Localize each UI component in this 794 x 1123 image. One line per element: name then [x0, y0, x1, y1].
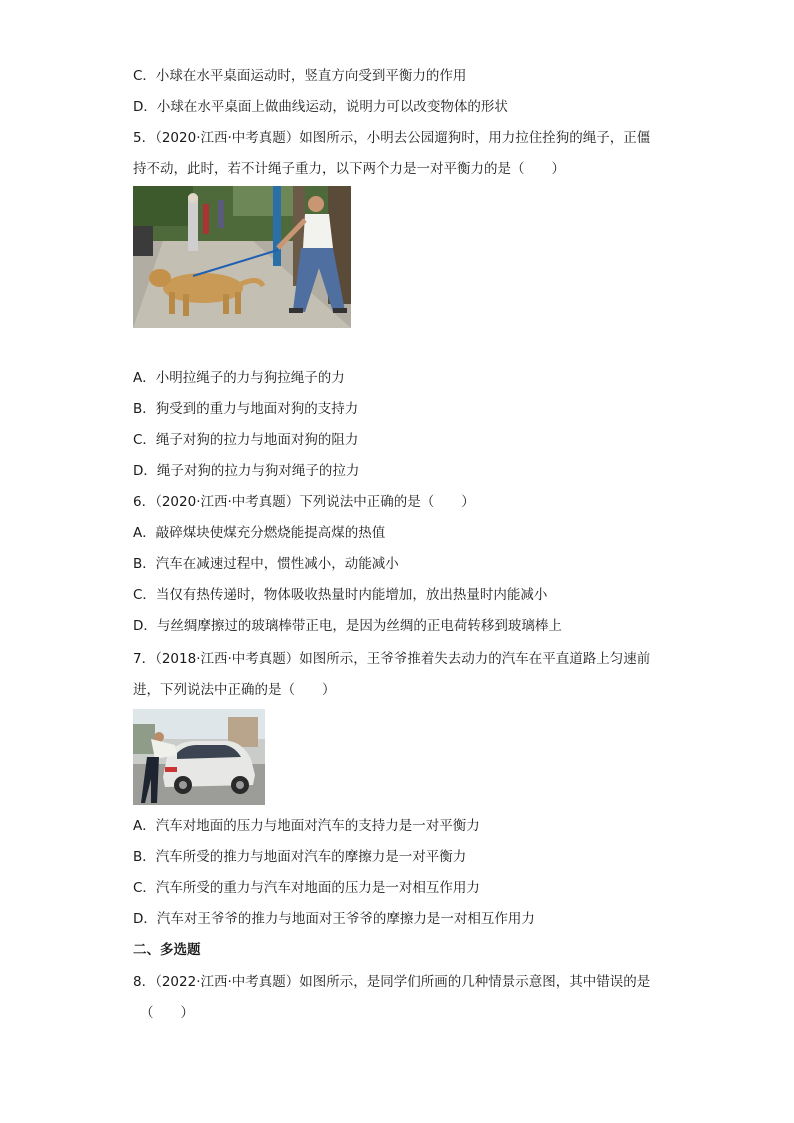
option-6b: B．汽车在减速过程中，惯性减小，动能减小 [133, 556, 399, 572]
question-8-line-1: 8．（2022·江西·中考真题）如图所示，是同学们所画的几种情景示意图，其中错误的是 [133, 974, 651, 990]
option-6c: C．当仅有热传递时，物体吸收热量时内能增加，放出热量时内能减小 [133, 587, 548, 603]
car-pushing-photo [133, 709, 265, 805]
option-7b: B．汽车所受的推力与地面对汽车的摩擦力是一对平衡力 [133, 849, 467, 865]
option-4d: D．小球在水平桌面上做曲线运动，说明力可以改变物体的形状 [133, 99, 508, 115]
question-5-line-2: 持不动，此时，若不计绳子重力，以下两个力是一对平衡力的是（ ） [133, 161, 565, 177]
option-6a: A．敲碎煤块使煤充分燃烧能提高煤的热值 [133, 525, 386, 541]
question-8-line-2: （ ） [140, 1005, 194, 1021]
option-5a: A．小明拉绳子的力与狗拉绳子的力 [133, 370, 345, 386]
option-5c: C．绳子对狗的拉力与地面对狗的阻力 [133, 432, 359, 448]
option-6d: D．与丝绸摩擦过的玻璃棒带正电，是因为丝绸的正电荷转移到玻璃棒上 [133, 618, 562, 634]
question-7-line-1: 7．（2018·江西·中考真题）如图所示，王爷爷推着失去动力的汽车在平直道路上匀速前 [133, 651, 651, 667]
dog-walking-photo [133, 186, 351, 328]
option-5d: D．绳子对狗的拉力与狗对绳子的拉力 [133, 463, 360, 479]
option-7a: A．汽车对地面的压力与地面对汽车的支持力是一对平衡力 [133, 818, 480, 834]
question-6: 6．（2020·江西·中考真题）下列说法中正确的是（ ） [133, 494, 475, 510]
question-7-line-2: 进，下列说法中正确的是（ ） [133, 682, 336, 698]
option-4c: C．小球在水平桌面运动时，竖直方向受到平衡力的作用 [133, 68, 467, 84]
option-7c: C．汽车所受的重力与汽车对地面的压力是一对相互作用力 [133, 880, 480, 896]
option-5b: B．狗受到的重力与地面对狗的支持力 [133, 401, 359, 417]
section-heading-multiple-choice: 二、多选题 [133, 942, 201, 958]
question-5-line-1: 5．（2020·江西·中考真题）如图所示，小明去公园遛狗时，用力拉住拴狗的绳子，正僵 [133, 130, 651, 146]
option-7d: D．汽车对王爷爷的推力与地面对王爷爷的摩擦力是一对相互作用力 [133, 911, 535, 927]
